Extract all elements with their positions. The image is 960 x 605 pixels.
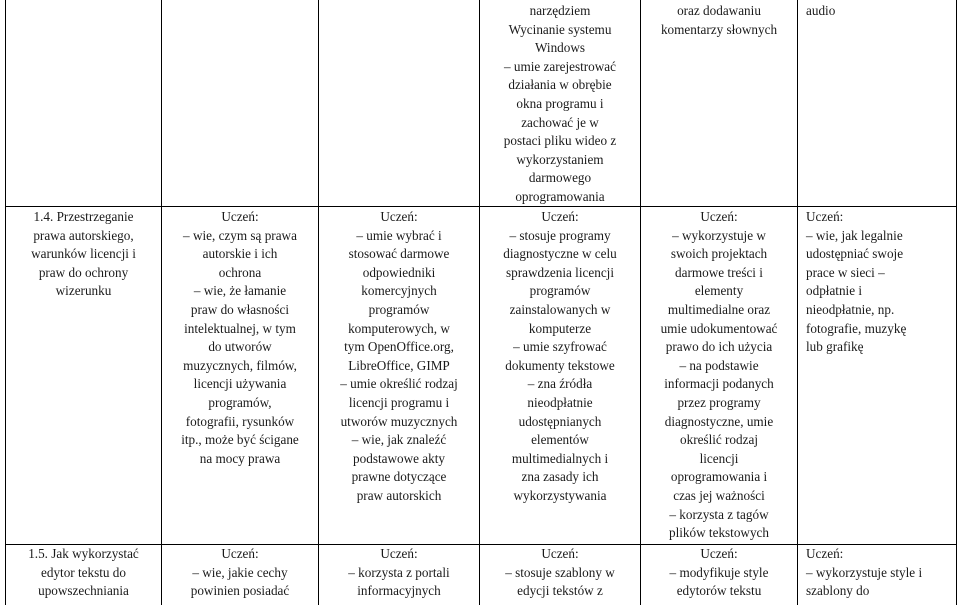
cell-text-line: – umie szyfrować — [513, 339, 607, 355]
cell-text-line: licencji — [699, 450, 739, 466]
column-border — [5, 0, 6, 605]
cell-text-line: komputerze — [528, 320, 592, 336]
cell-text-line: stosować darmowe — [348, 246, 450, 262]
cell-text-line: wizerunku — [55, 283, 112, 299]
cell-text-line: upowszechniania — [38, 583, 129, 599]
cell-text-line: – wie, że łamanie — [193, 283, 287, 299]
cell-text-line: muzycznych, filmów, — [183, 357, 297, 373]
top-row-col5-cell — [641, 2, 797, 39]
cell-text-line: 1.4. Przestrzeganie — [33, 209, 134, 224]
cell-text-line: – umie wybrać i — [356, 227, 442, 243]
cell-text-line: prace w sieci – — [806, 264, 885, 280]
cell-text-line: diagnostyczne, umie — [664, 413, 774, 429]
cell-text-line: programów — [529, 283, 591, 299]
cell-text-line: Uczeń: — [221, 209, 259, 224]
cell-text-line: praw autorskich — [356, 487, 442, 503]
cell-text-line: Windows — [534, 40, 586, 56]
cell-text-line: zainstalowanych w — [509, 301, 611, 317]
cell-text-line: – korzysta z tagów — [669, 506, 769, 522]
row-1-5-col4-cell — [480, 545, 640, 601]
cell-text-line: na mocy prawa — [199, 450, 281, 466]
cell-text-line: Uczeń: — [221, 546, 259, 561]
cell-text-line: komentarzy słownych — [660, 21, 778, 37]
cell-text-line: podstawowe akty — [353, 450, 445, 466]
top-row-col4-cell — [480, 2, 640, 207]
cell-text-line: działania w obrębie — [508, 77, 612, 93]
row-1-5-col6-cell — [806, 545, 956, 601]
cell-text-line: licencji używania — [193, 376, 287, 392]
cell-text-line: Wycinanie systemu — [508, 21, 612, 37]
column-border — [956, 0, 957, 605]
row-1-4-col6-cell — [806, 208, 956, 357]
cell-text-line: Uczeń: — [806, 209, 844, 224]
cell-text-line: warunków licencji i — [31, 246, 136, 262]
row-1-4-col2-cell — [162, 208, 318, 468]
cell-text-line: zna zasady ich — [521, 469, 599, 485]
top-row-col6-cell — [806, 2, 956, 21]
column-border — [797, 0, 798, 605]
cell-text-line: postaci pliku wideo z — [503, 133, 617, 149]
top-row-col5-lines — [641, 2, 797, 39]
cell-text-line: okna programu i — [516, 95, 604, 111]
cell-text-line: do utworów — [208, 339, 272, 355]
row-1-5-col3-lines — [319, 545, 479, 601]
cell-text-line: programów, — [208, 394, 272, 410]
cell-text-line: odpłatnie i — [806, 283, 863, 299]
cell-text-line: multimedialnych i — [511, 450, 609, 466]
cell-text-line: Uczeń: — [541, 546, 579, 561]
row-1-5-col4-lines — [480, 545, 640, 601]
cell-text-line: – stosuje programy — [509, 227, 611, 243]
row-1-5-col3-cell — [319, 545, 479, 601]
cell-text-line: – wykorzystuje style i — [806, 564, 923, 580]
cell-text-line: odpowiedniki — [362, 264, 436, 280]
cell-text-line: – wie, jakie cechy — [192, 564, 288, 580]
cell-text-line: edytorów tekstu — [676, 583, 762, 599]
cell-text-line: udostępnianych — [518, 413, 602, 429]
cell-text-line: – modyfikuje style — [669, 564, 769, 580]
cell-text-line: komputerowych, w — [348, 320, 450, 336]
cell-text-line: określić rodzaj — [680, 432, 758, 448]
cell-text-line: intelektualnej, w tym — [184, 320, 296, 336]
cell-text-line: elementy — [694, 283, 744, 299]
cell-text-line: Uczeń: — [380, 546, 418, 561]
cell-text-line: – zna źródła — [527, 376, 593, 392]
topic-1-5-title — [6, 545, 161, 601]
cell-text-line: plików tekstowych — [669, 525, 769, 541]
cell-text-line: praw do ochrony — [38, 264, 129, 280]
top-row-col4-lines — [480, 2, 640, 207]
cell-text-line: fotografie, muzykę — [806, 320, 907, 336]
cell-text-line: wykorzystaniem — [516, 151, 604, 167]
row-1-4-col5-cell — [641, 208, 797, 543]
cell-text-line: multimedialne oraz — [667, 301, 771, 317]
cell-text-line: sprawdzenia licencji — [505, 264, 614, 280]
cell-text-line: utworów muzycznych — [340, 413, 458, 429]
row-1-4-col3-lines — [319, 208, 479, 506]
cell-text-line: praw do własności — [190, 301, 290, 317]
cell-text-line: diagnostyczne w celu — [503, 246, 617, 262]
cell-text-line: udostępniać swoje — [806, 246, 904, 262]
topic-1-4-title — [6, 208, 161, 301]
cell-text-line: licencji programu i — [348, 394, 450, 410]
cell-text-line: programów — [368, 301, 430, 317]
cell-text-line: edycji tekstów z — [517, 583, 603, 599]
cell-text-line: – umie określić rodzaj — [340, 376, 458, 392]
cell-text-line: czas jej ważności — [673, 487, 765, 503]
cell-text-line: darmowego — [528, 170, 592, 186]
topic-1-4-cell — [6, 208, 161, 301]
cell-text-line: darmowe treści i — [675, 264, 763, 280]
cell-text-line: komercyjnych — [361, 283, 437, 299]
cell-text-line: – wykorzystuje w — [672, 227, 766, 243]
cell-text-line: edytor tekstu do — [41, 564, 126, 580]
cell-text-line: Uczeń: — [700, 546, 738, 561]
cell-text-line: prawa autorskiego, — [33, 227, 134, 243]
cell-text-line: oprogramowania — [515, 188, 605, 204]
row-1-4-col4-lines — [480, 208, 640, 506]
cell-text-line: – wie, czym są prawa — [183, 227, 297, 243]
cell-text-line: umie udokumentować — [660, 320, 778, 336]
row-1-5-col6-lines — [806, 545, 956, 601]
cell-text-line: elementów — [531, 432, 589, 448]
row-1-4-col5-lines — [641, 208, 797, 543]
cell-text-line: oraz dodawaniu — [677, 3, 761, 18]
cell-text-line: zachować je w — [521, 114, 599, 130]
row-1-5-col2-lines — [162, 545, 318, 601]
cell-text-line: fotografii, rysunków — [185, 413, 295, 429]
cell-text-line: przez programy — [677, 394, 761, 410]
cell-text-line: narzędziem — [529, 3, 591, 18]
row-1-4-col3-cell — [319, 208, 479, 506]
cell-text-line: LibreOffice, GIMP — [348, 357, 450, 373]
cell-text-line: prawne dotyczące — [351, 469, 447, 485]
row-1-5-col5-cell — [641, 545, 797, 601]
cell-text-line: Uczeń: — [541, 209, 579, 224]
cell-text-line: oprogramowania i — [670, 469, 768, 485]
cell-text-line: szablony do — [806, 583, 870, 599]
cell-text-line: ochrona — [218, 264, 262, 280]
row-1-5-col5-lines — [641, 545, 797, 601]
row-1-4-col2-lines — [162, 208, 318, 468]
cell-text-line: Uczeń: — [700, 209, 738, 224]
cell-text-line: – korzysta z portali — [348, 564, 450, 580]
cell-text-line: Uczeń: — [380, 209, 418, 224]
cell-text-line: Uczeń: — [806, 546, 844, 561]
row-1-4-col4-cell — [480, 208, 640, 506]
cell-text-line: audio — [806, 3, 836, 18]
cell-text-line: – wie, jak legalnie — [806, 227, 903, 243]
cell-text-line: nieodpłatnie, np. — [806, 301, 895, 317]
cell-text-line: informacyjnych — [357, 583, 441, 599]
cell-text-line: swoich projektach — [670, 246, 768, 262]
cell-text-line: 1.5. Jak wykorzystać — [28, 546, 139, 561]
row-1-4-col6-lines — [806, 208, 956, 357]
cell-text-line: – na podstawie — [679, 357, 759, 373]
cell-text-line: autorskie i ich — [202, 246, 278, 262]
cell-text-line: – wie, jak znaleźć — [351, 432, 447, 448]
cell-text-line: lub grafikę — [806, 339, 864, 355]
topic-1-5-cell — [6, 545, 161, 601]
cell-text-line: – umie zarejestrować — [503, 58, 617, 74]
cell-text-line: dokumenty tekstowe — [505, 357, 615, 373]
cell-text-line: tym OpenOffice.org, — [344, 339, 454, 355]
cell-text-line: powinien posiadać — [190, 583, 290, 599]
top-row-col6-lines — [806, 2, 956, 21]
cell-text-line: informacji podanych — [664, 376, 774, 392]
cell-text-line: nieodpłatnie — [527, 394, 593, 410]
cell-text-line: – stosuje szablony w — [505, 564, 615, 580]
cell-text-line: prawo do ich użycia — [665, 339, 773, 355]
cell-text-line: wykorzystywania — [513, 487, 607, 503]
row-1-5-col2-cell — [162, 545, 318, 601]
cell-text-line: itp., może być ścigane — [181, 432, 299, 448]
